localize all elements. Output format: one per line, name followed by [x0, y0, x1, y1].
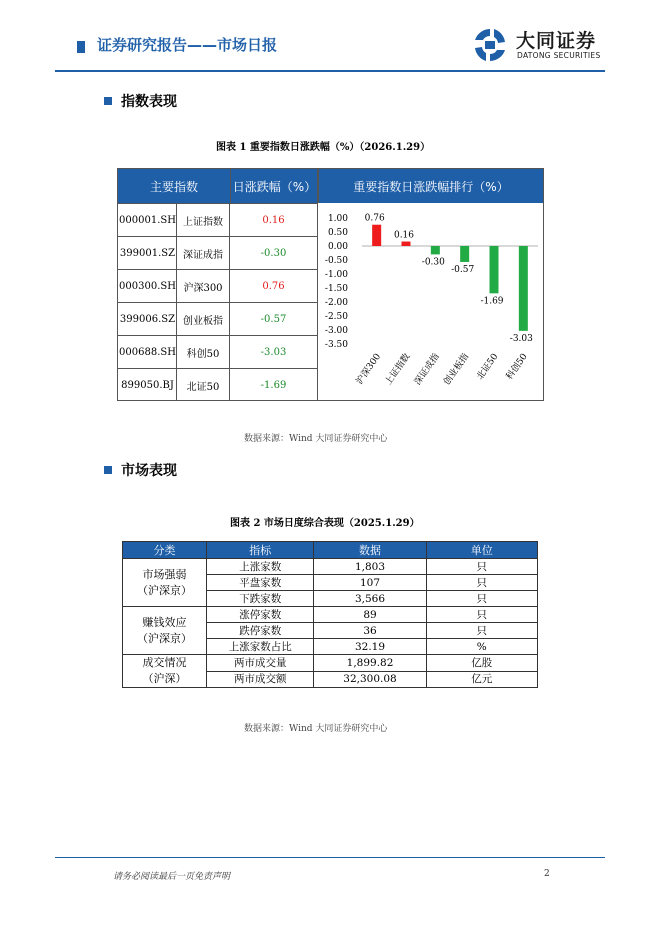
value-cell: 1,899.82	[314, 655, 426, 672]
category-cell: 赚钱效应 （沪深京）	[123, 607, 207, 655]
metric-cell: 涨停家数	[207, 607, 314, 623]
index-change: -0.30	[229, 237, 317, 269]
footer-divider	[55, 857, 605, 858]
bar-value-label: -1.69	[480, 296, 504, 307]
report-type-title: 证券研究报告——市场日报	[97, 36, 278, 54]
unit-cell: 只	[426, 607, 537, 623]
metric-cell: 上涨家数占比	[207, 639, 314, 655]
index-code: 399006.SZ	[119, 313, 176, 325]
index-code: 000001.SH	[119, 214, 176, 226]
col-header-unit: 单位	[426, 542, 537, 559]
y-tick-label: -0.50	[324, 256, 348, 266]
index-code: 000300.SH	[119, 280, 176, 292]
bar	[460, 246, 469, 262]
col-header-value: 数据	[314, 542, 426, 559]
col-header-ranking: 重要指数日涨跌幅排行（%）	[318, 169, 543, 203]
bar	[402, 242, 411, 246]
index-name: 科创50	[176, 336, 229, 368]
table-row	[123, 607, 538, 623]
market-table	[122, 541, 538, 688]
bar	[431, 246, 440, 254]
brand-name-cn: 大同证券	[516, 30, 597, 52]
value-cell: 89	[314, 607, 426, 623]
y-tick-label: -3.50	[324, 340, 348, 350]
unit-cell: 只	[426, 575, 537, 591]
value-cell: 36	[314, 623, 426, 639]
datong-logo-icon	[470, 26, 510, 64]
index-change: 0.16	[229, 204, 317, 236]
index-change: -0.57	[229, 303, 317, 335]
unit-cell: 只	[426, 559, 537, 575]
table-row	[123, 559, 538, 575]
index-change-bar-chart	[318, 203, 543, 400]
metric-cell: 上涨家数	[207, 559, 314, 575]
bar-value-label: -0.57	[451, 264, 475, 275]
index-change: -3.03	[229, 336, 317, 368]
y-tick-label: -1.00	[324, 270, 348, 280]
y-tick-label: -2.50	[324, 312, 348, 322]
bar	[490, 246, 499, 293]
y-tick-label: 0.50	[327, 228, 348, 238]
table-row	[123, 655, 538, 672]
table-row	[118, 368, 318, 401]
metric-cell: 两市成交量	[207, 655, 314, 672]
index-change: -1.69	[229, 369, 317, 401]
value-cell: 32,300.08	[314, 671, 426, 688]
bar	[372, 225, 381, 246]
index-code: 399001.SZ	[119, 247, 176, 259]
index-name: 深证成指	[176, 237, 229, 269]
section-title-index: 指数表现	[121, 94, 177, 110]
index-change: 0.76	[229, 270, 317, 302]
index-table	[117, 168, 544, 401]
index-name: 上证指数	[176, 204, 229, 236]
index-name: 创业板指	[176, 303, 229, 335]
bar-value-label: -3.03	[509, 333, 533, 344]
disclaimer-note: 请务必阅读最后一页免责声明	[113, 872, 231, 882]
section-title-market: 市场表现	[121, 463, 177, 479]
col-header-change: 日涨跌幅（%）	[230, 169, 318, 203]
value-cell: 3,566	[314, 591, 426, 607]
table-row	[118, 335, 318, 368]
unit-cell: 只	[426, 591, 537, 607]
page-number: 2	[544, 869, 550, 879]
y-tick-label: -1.50	[324, 284, 348, 294]
col-header-index: 主要指数	[118, 169, 230, 203]
unit-cell: 亿股	[426, 655, 537, 672]
value-cell: 32.19	[314, 639, 426, 655]
category-cell: 成交情况 （沪深）	[123, 655, 207, 688]
category-cell: 市场强弱 （沪深京）	[123, 559, 207, 607]
metric-cell: 下跌家数	[207, 591, 314, 607]
metric-cell: 跌停家数	[207, 623, 314, 639]
unit-cell: 亿元	[426, 671, 537, 688]
source-note-2: 数据来源：Wind 大同证券研究中心	[244, 724, 388, 734]
value-cell: 1,803	[314, 559, 426, 575]
bar	[519, 246, 528, 331]
index-code: 000688.SH	[119, 346, 176, 358]
y-tick-label: -2.00	[324, 298, 348, 308]
index-name: 沪深300	[176, 270, 229, 302]
metric-cell: 两市成交额	[207, 671, 314, 688]
y-tick-label: -3.00	[324, 326, 348, 336]
bar-value-label: 0.16	[393, 230, 415, 241]
unit-cell: %	[426, 639, 537, 655]
x-category-label: 上证指数	[383, 351, 413, 388]
section-marker	[104, 466, 112, 474]
table-row	[118, 302, 318, 335]
unit-cell: 只	[426, 623, 537, 639]
index-name: 北证50	[176, 369, 229, 401]
index-code: 899050.BJ	[121, 379, 174, 391]
x-category-label: 北证50	[475, 351, 501, 382]
section-marker	[104, 97, 112, 105]
x-category-label: 创业板指	[442, 351, 472, 388]
metric-cell: 平盘家数	[207, 575, 314, 591]
y-tick-label: 1.00	[327, 214, 348, 224]
table-row	[118, 203, 318, 236]
x-category-label: 深证成指	[412, 351, 442, 388]
figure-2-title: 图表 2 市场日度综合表现（2025.1.29）	[230, 518, 420, 529]
header-divider	[55, 70, 605, 72]
col-header-category: 分类	[123, 542, 207, 559]
bar-value-label: 0.76	[364, 213, 385, 224]
header-marker	[77, 41, 85, 53]
table-row	[118, 269, 318, 302]
value-cell: 107	[314, 575, 426, 591]
x-category-label: 沪深300	[354, 351, 384, 387]
col-header-metric: 指标	[207, 542, 314, 559]
y-tick-label: 0.00	[327, 242, 348, 252]
bar-value-label: -0.30	[421, 257, 445, 268]
figure-1-title: 图表 1 重要指数日涨跌幅（%）（2026.1.29）	[216, 142, 431, 153]
x-category-label: 科创50	[504, 351, 530, 382]
brand-name-en: DATONG SECURITIES	[517, 51, 601, 60]
table-row	[118, 236, 318, 269]
source-note-1: 数据来源：Wind 大同证券研究中心	[244, 434, 388, 444]
